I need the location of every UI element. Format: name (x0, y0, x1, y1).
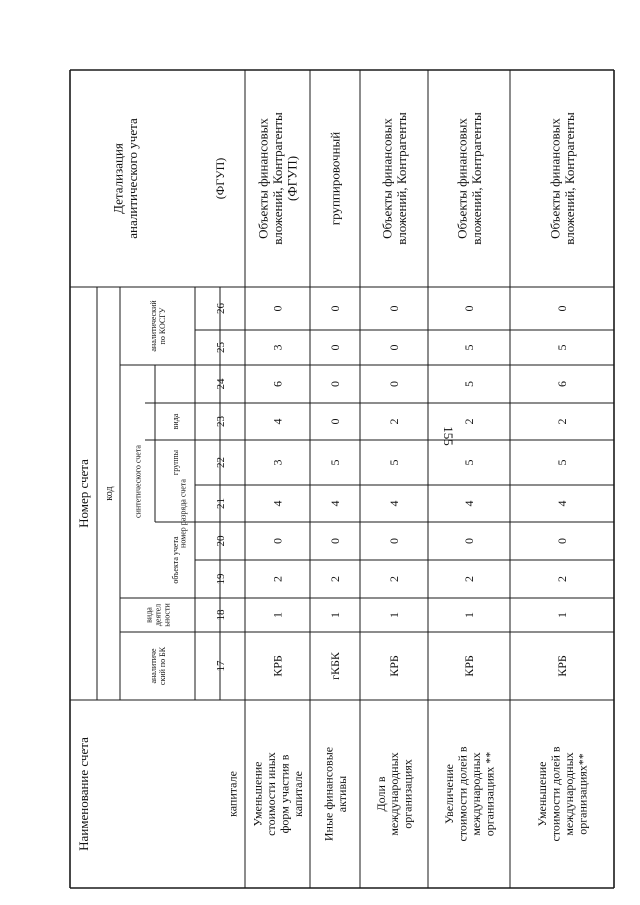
page-number: 155 (441, 426, 456, 446)
row-code: 3 (270, 344, 285, 351)
row-code: 4 (462, 500, 477, 507)
row-name: Увеличениестоимости долей вмеждународныхорганизациях ** (442, 746, 497, 842)
row-code: 2 (387, 576, 402, 582)
row-code: 0 (270, 538, 285, 544)
row-code: 5 (555, 344, 570, 351)
header-kind: вида (170, 413, 180, 430)
row-code: 5 (462, 381, 477, 387)
digit-header: 25 (214, 342, 227, 353)
row-code: 0 (328, 305, 343, 312)
row-code: гКБК (328, 652, 343, 680)
header-synthetic: синтетического счета (133, 445, 143, 518)
row-code: 4 (270, 418, 285, 425)
row-code: 4 (328, 500, 343, 507)
row-code: 1 (462, 612, 477, 618)
row-code: 1 (555, 612, 570, 618)
row-code: КРБ (270, 655, 285, 677)
header-analytic-detail: Детализацияаналитического учета (110, 118, 140, 239)
row-code: 4 (555, 500, 570, 507)
row-code: 5 (462, 344, 477, 351)
digit-header: 26 (214, 303, 227, 314)
header-activity-type: видадеятельности (144, 603, 172, 627)
row-code: 0 (555, 305, 570, 312)
header-analytic-bk: аналитический по БК (148, 646, 167, 686)
digit-header: 20 (214, 535, 227, 547)
row-code: 5 (387, 459, 402, 466)
row-code: 0 (387, 344, 402, 351)
row-code: 1 (328, 612, 343, 618)
row-name: Доли вмеждународныхорганизациях (373, 752, 415, 836)
row-code: 1 (387, 612, 402, 618)
header-account-number: Номер счета (76, 459, 92, 528)
row-code: 0 (328, 381, 343, 387)
row-code: 0 (387, 305, 402, 312)
header-account-object: объекта учета (170, 536, 180, 584)
row-code: 0 (555, 538, 570, 544)
row-detail: Объекты финансовыхвложений, Контрагенты (379, 112, 409, 245)
row-code: 6 (270, 381, 285, 387)
row-name: Уменьшениестоимости долей вмеждународныхорганизациях** (535, 746, 590, 842)
row-code: 6 (555, 381, 570, 387)
row-code: 5 (462, 459, 477, 466)
row-name: Иные финансовыеактивы (321, 746, 349, 842)
row-code: 2 (555, 418, 570, 425)
row-code: 4 (270, 500, 285, 507)
digit-header: 18 (214, 609, 227, 621)
row-name: Уменьшениестоимости иныхформ участия вкапитале (250, 752, 305, 836)
row-detail: Объекты финансовыхвложений, Контрагенты (454, 112, 484, 245)
digit-header: 19 (214, 573, 227, 585)
header-digit-number: номер разряда счета (178, 479, 188, 548)
row-code: 3 (270, 459, 285, 466)
row-code: 4 (387, 500, 402, 507)
carry-row-detail: (ФГУП) (213, 157, 228, 200)
row-code: 0 (328, 538, 343, 544)
row-code: 0 (270, 305, 285, 312)
row-code: 0 (462, 538, 477, 544)
row-code: 2 (462, 418, 477, 425)
digit-header: 17 (214, 660, 227, 672)
row-detail: Объекты финансовыхвложений, Контрагенты (547, 112, 577, 245)
row-code: КРБ (387, 655, 402, 677)
digit-header: 21 (214, 498, 227, 509)
digit-header: 24 (214, 378, 227, 390)
row-code: 5 (555, 459, 570, 466)
row-code: 1 (270, 612, 285, 618)
carry-row-name: капитале (225, 771, 240, 817)
header-code: код (104, 486, 115, 501)
row-code: 2 (555, 576, 570, 582)
row-detail: Объекты финансовыхвложений, Контрагенты(ФГУП) (255, 112, 300, 245)
row-code: 0 (328, 418, 343, 425)
row-code: КРБ (462, 655, 477, 677)
row-code: 2 (328, 576, 343, 582)
row-code: 0 (462, 305, 477, 312)
row-code: КРБ (555, 655, 570, 677)
row-code: 2 (270, 576, 285, 582)
row-code: 2 (387, 418, 402, 425)
digit-header: 23 (214, 416, 227, 427)
row-code: 5 (328, 459, 343, 466)
row-code: 0 (387, 381, 402, 387)
header-account-name: Наименование счета (76, 737, 92, 851)
digit-header: 22 (214, 457, 227, 468)
row-code: 0 (387, 538, 402, 544)
table-text (76, 112, 589, 851)
header-analytic-kosgu: аналитическийпо КОСГУ (148, 300, 167, 352)
row-code: 2 (462, 576, 477, 582)
header-group: группы (170, 449, 180, 476)
row-detail: группировочный (327, 131, 343, 226)
row-code: 0 (328, 344, 343, 351)
